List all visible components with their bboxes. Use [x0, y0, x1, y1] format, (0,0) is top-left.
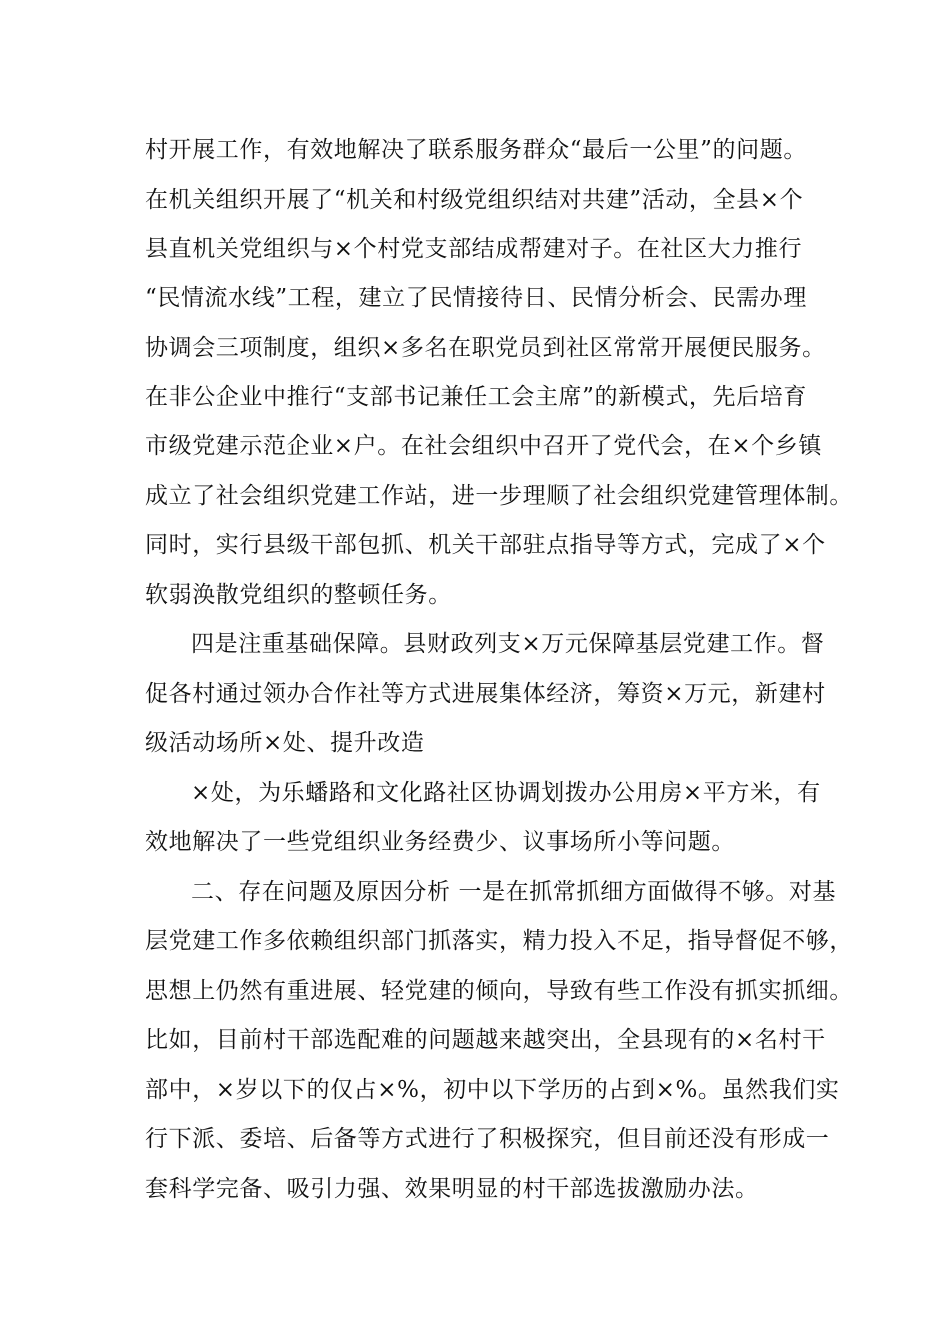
paragraph-start-line: ×处，为乐蟠路和文化路社区协调划拨办公用房×平方米，有 [191, 780, 821, 806]
text-line: 村开展工作，有效地解决了联系服务群众“最后一公里”的问题。 [145, 137, 807, 163]
text-line: 促各村通过领办合作社等方式进展集体经济，筹资×万元，新建村 [145, 681, 826, 707]
text-line: 比如，目前村干部选配难的问题越来越突出，全县现有的×名村干 [145, 1027, 826, 1053]
text-line: 同时，实行县级干部包抓、机关干部驻点指导等方式，完成了×个 [145, 532, 826, 558]
text-line: 成立了社会组织党建工作站，进一步理顺了社会组织党建管理体制。 [145, 483, 853, 509]
text-line: 部中，×岁以下的仅占×%，初中以下学历的占到×%。虽然我们实 [145, 1077, 840, 1103]
text-line: 套科学完备、吸引力强、效果明显的村干部选拔激励办法。 [145, 1176, 759, 1202]
text-line: “民情流水线”工程，建立了民情接待日、民情分析会、民需办理 [145, 285, 807, 311]
text-line: 软弱涣散党组织的整顿任务。 [145, 582, 452, 608]
text-line: 协调会三项制度，组织×多名在职党员到社区常常开展便民服务。 [145, 335, 826, 361]
text-line: 级活动场所×处、提升改造 [145, 730, 425, 756]
text-line: 层党建工作多依赖组织部门抓落实，精力投入不足，指导督促不够， [145, 928, 853, 954]
section-heading-line: 二、存在问题及原因分析 一是在抓常抓细方面做得不够。对基 [191, 879, 837, 905]
text-line: 在机关组织开展了“机关和村级党组织结对共建”活动，全县×个 [145, 187, 804, 213]
text-line: 市级党建示范企业×户。在社会组织中召开了党代会，在×个乡镇 [145, 433, 822, 459]
text-line: 思想上仍然有重进展、轻党建的倾向，导致有些工作没有抓实抓细。 [145, 978, 853, 1004]
text-line: 行下派、委培、后备等方式进行了积极探究，但目前还没有形成一 [145, 1126, 830, 1152]
text-line: 在非公企业中推行“支部书记兼任工会主席”的新模式，先后培育 [145, 384, 807, 410]
text-line: 效地解决了一些党组织业务经费少、议事场所小等问题。 [145, 829, 735, 855]
paragraph-start-line: 四是注重基础保障。县财政列支×万元保障基层党建工作。督 [191, 631, 825, 657]
text-line: 县直机关党组织与×个村党支部结成帮建对子。在社区大力推行 [145, 236, 803, 262]
